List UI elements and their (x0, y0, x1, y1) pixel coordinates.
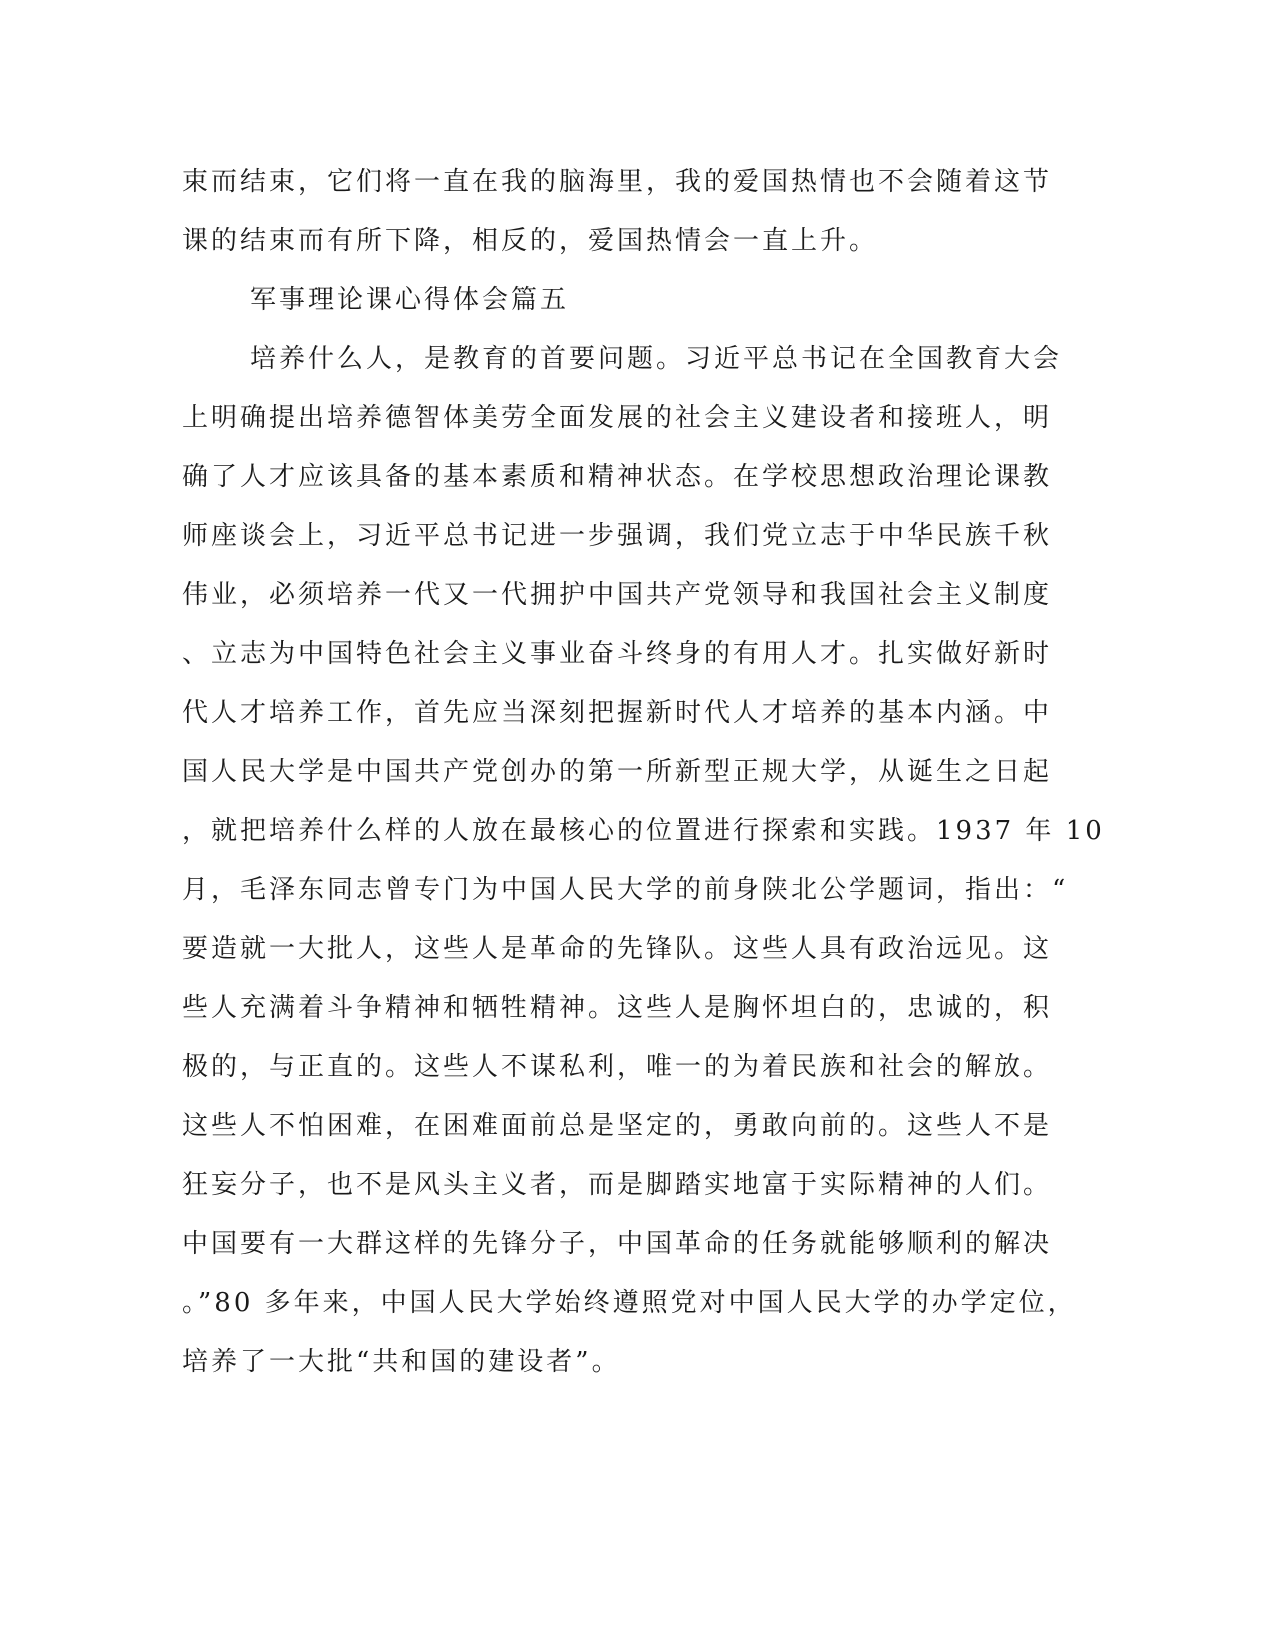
paragraph-line: 中国要有一大群这样的先锋分子，中国革命的任务就能够顺利的解决 (182, 1229, 1053, 1259)
paragraph-line: 些人充满着斗争精神和牺牲精神。这些人是胸怀坦白的，忠诚的，积 (182, 993, 1053, 1023)
paragraph-line: 要造就一大批人，这些人是革命的先锋队。这些人具有政治远见。这 (182, 934, 1053, 964)
paragraph-line: 国人民大学是中国共产党创办的第一所新型正规大学，从诞生之日起 (182, 757, 1053, 787)
paragraph-line: 狂妄分子，也不是风头主义者，而是脚踏实地富于实际精神的人们。 (182, 1170, 1053, 1200)
paragraph-line: 培养了一大批“共和国的建设者”。 (182, 1347, 621, 1377)
paragraph-line: 。”80 多年来，中国人民大学始终遵照党对中国人民大学的办学定位， (182, 1288, 1077, 1318)
paragraph-line: 月，毛泽东同志曾专门为中国人民大学的前身陕北公学题词，指出：“ (182, 875, 1069, 905)
paragraph-line: 上明确提出培养德智体美劳全面发展的社会主义建设者和接班人，明 (182, 403, 1053, 433)
paragraph-line: 这些人不怕困难，在困难面前总是坚定的，勇敢向前的。这些人不是 (182, 1111, 1053, 1141)
paragraph-line: 极的，与正直的。这些人不谋私利，唯一的为着民族和社会的解放。 (182, 1052, 1053, 1082)
section-heading: 军事理论课心得体会篇五 (250, 285, 570, 315)
section-heading-block (182, 271, 1042, 330)
paragraph-line: 确了人才应该具备的基本素质和精神状态。在学校思想政治理论课教 (182, 462, 1053, 492)
main-paragraph (182, 330, 1105, 1392)
paragraph-line: 培养什么人，是教育的首要问题。习近平总书记在全国教育大会 (250, 344, 1063, 374)
continued-paragraph (182, 153, 1053, 271)
paragraph-line: 代人才培养工作，首先应当深刻把握新时代人才培养的基本内涵。中 (182, 698, 1053, 728)
paragraph-line: 伟业，必须培养一代又一代拥护中国共产党领导和我国社会主义制度 (182, 580, 1053, 610)
paragraph-line: 师座谈会上，习近平总书记进一步强调，我们党立志于中华民族千秋 (182, 521, 1053, 551)
paragraph-line: 束而结束，它们将一直在我的脑海里，我的爱国热情也不会随着这节 (182, 167, 1053, 197)
paragraph-line: ，就把培养什么样的人放在最核心的位置进行探索和实践。1937 年 10 (182, 816, 1105, 846)
paragraph-line: 、立志为中国特色社会主义事业奋斗终身的有用人才。扎实做好新时 (182, 639, 1053, 669)
paragraph-line: 课的结束而有所下降，相反的，爱国热情会一直上升。 (182, 226, 879, 256)
